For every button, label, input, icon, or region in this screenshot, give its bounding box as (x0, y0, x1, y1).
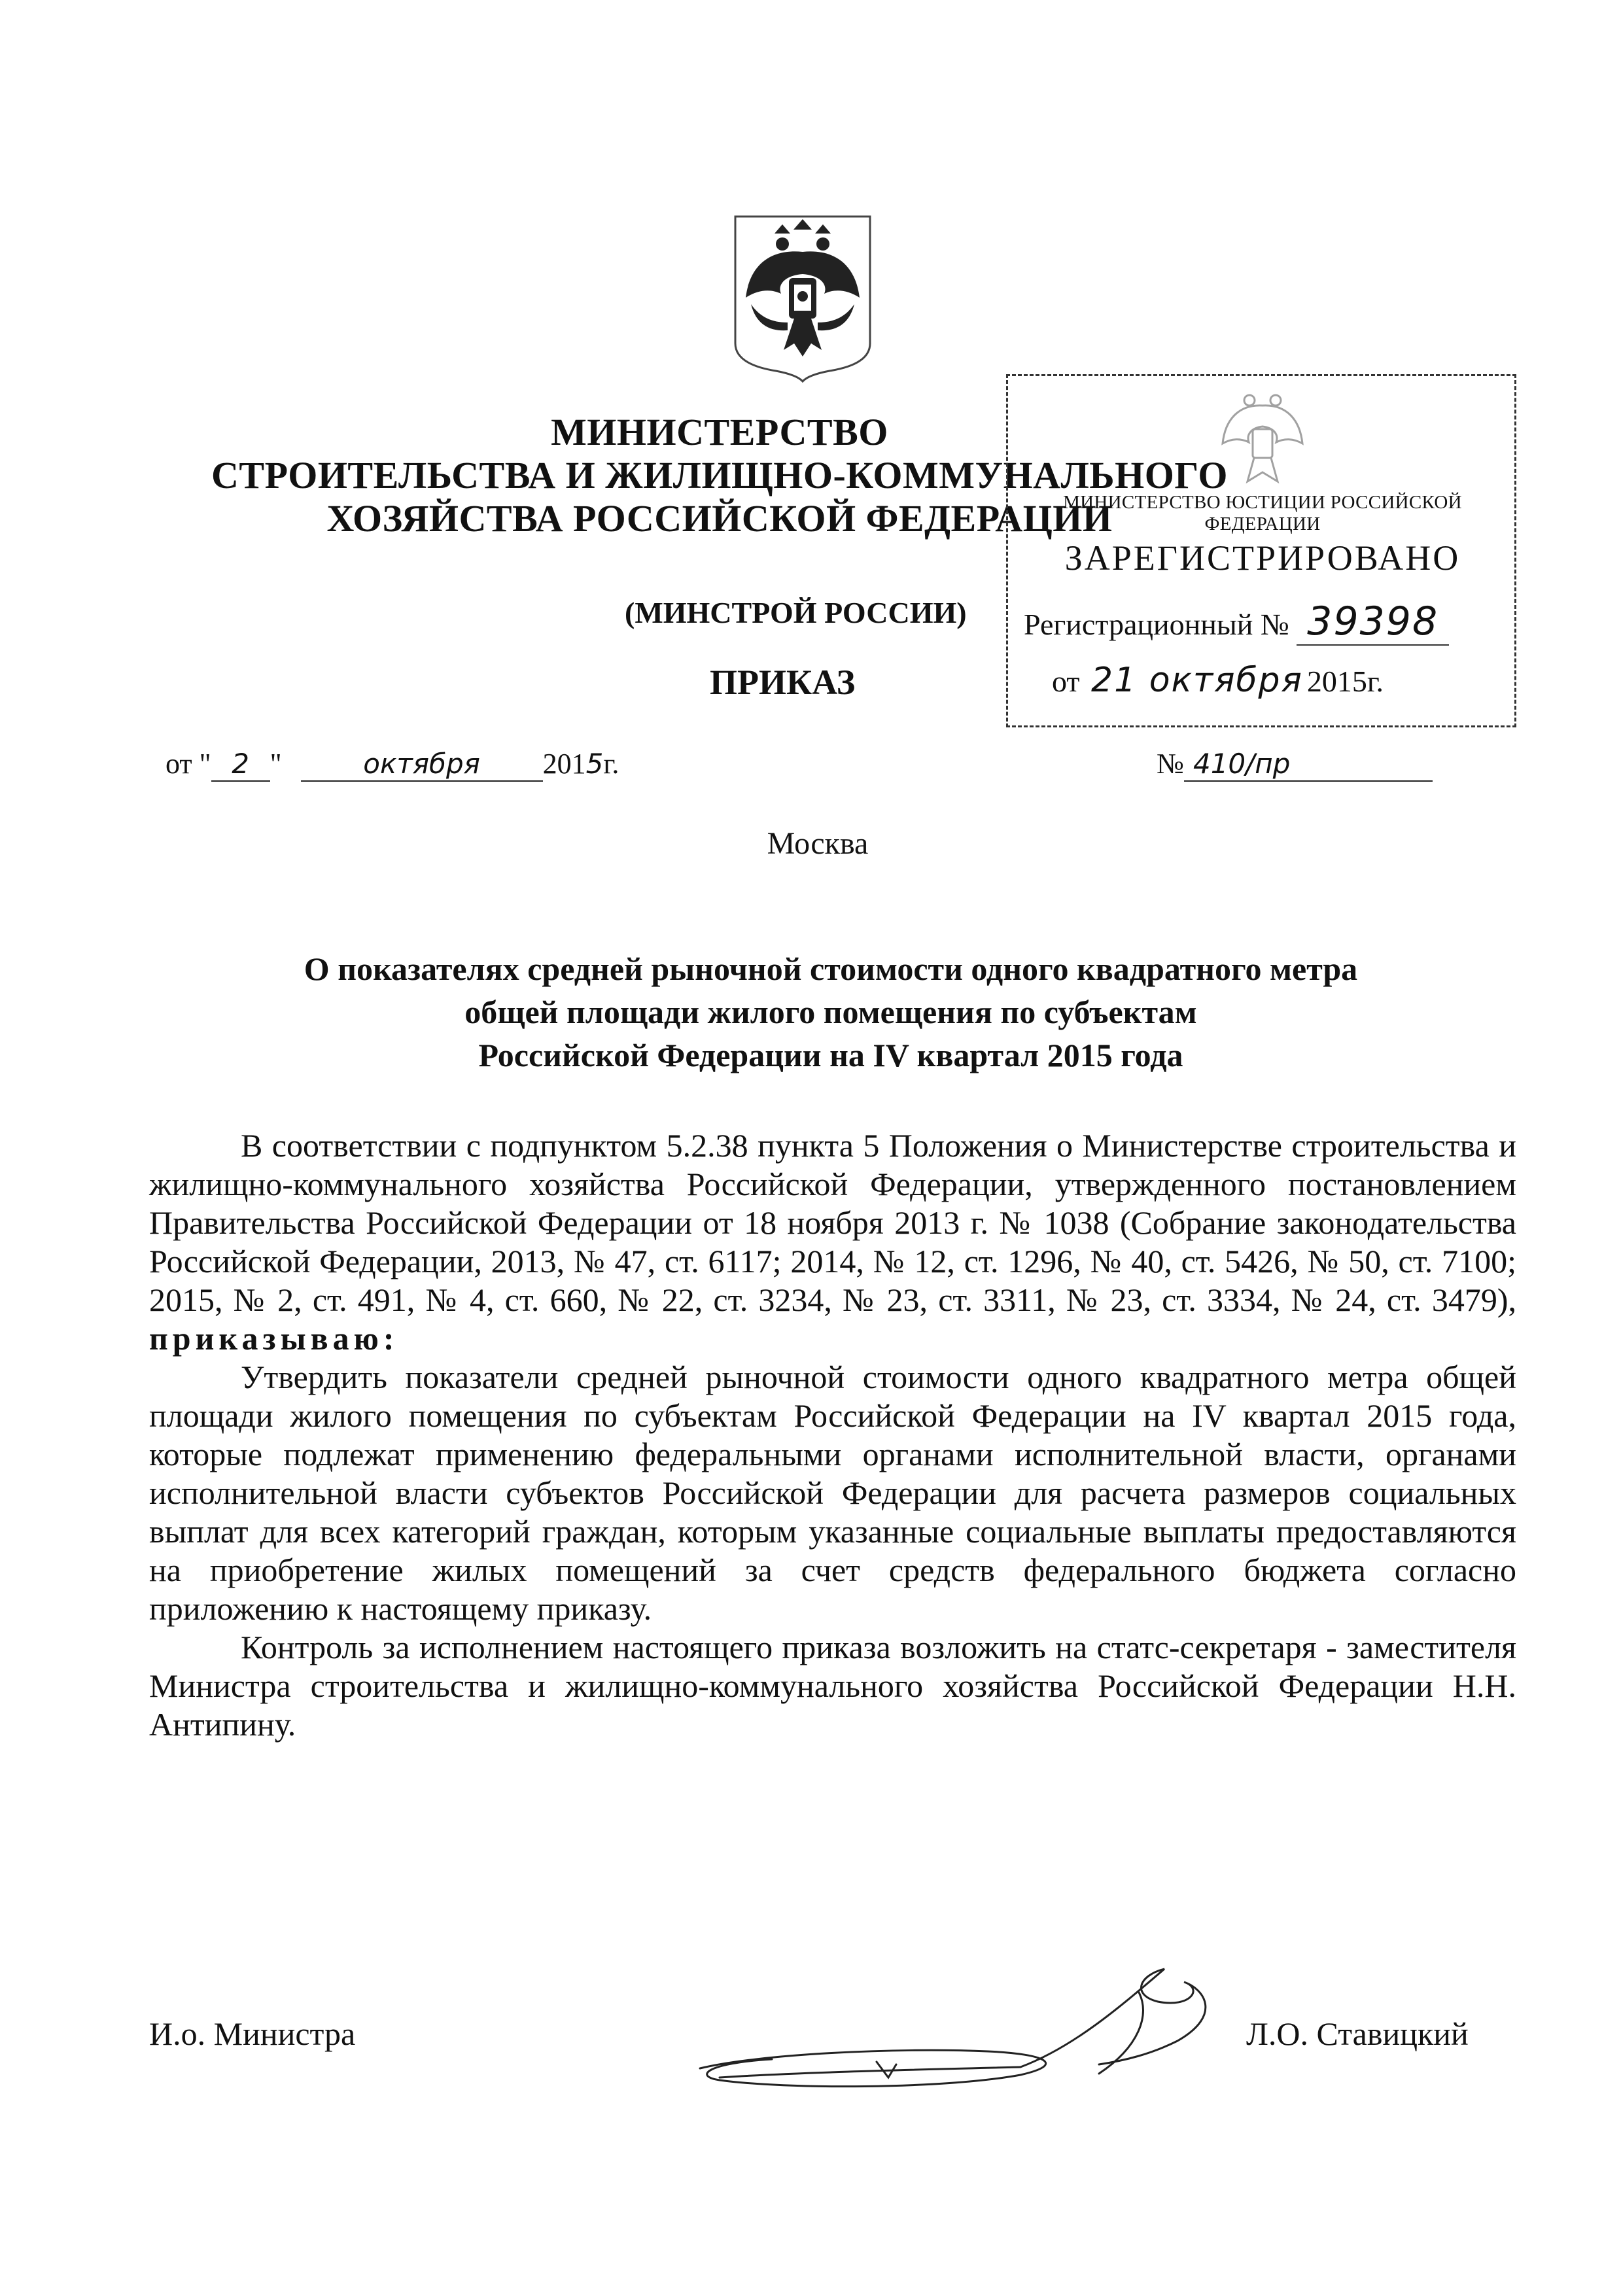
stamp-reg-number: 39398 (1297, 599, 1449, 646)
signatory-name: Л.О. Ставицкий (1246, 2015, 1469, 2052)
order-number-value: 410/пр (1193, 748, 1291, 780)
order-month: октября (363, 748, 480, 780)
ministry-line-1: МИНИСТЕРСТВО (551, 411, 888, 453)
handwritten-signature (680, 1949, 1243, 2106)
signatory-role: И.о. Министра (149, 2015, 356, 2052)
document-body (149, 1126, 1516, 1744)
stamp-registration-date (1052, 661, 1384, 700)
order-number-field (1184, 747, 1433, 782)
order-date-prefix: от " (166, 748, 211, 780)
order-number-label: № (1157, 748, 1184, 780)
document-title (150, 947, 1511, 1077)
stamp-reg-label: Регистрационный № (1024, 608, 1289, 641)
stamp-date-year: 2015 (1306, 665, 1367, 698)
stamp-organization: МИНИСТЕРСТВО ЮСТИЦИИ РОССИЙСКОЙ ФЕДЕРАЦИИ (1063, 492, 1462, 534)
document-type: ПРИКАЗ (710, 663, 856, 702)
ministry-line-2: СТРОИТЕЛЬСТВА И ЖИЛИЩНО-КОММУНАЛЬНОГО (211, 454, 1228, 496)
paragraph-2: Утвердить показатели средней рыночной стоимости одного квадратного метра общей площади жилого помещения по субъектам Российской Федерации на IV квартал 2015 года, которые подлежат применению федеральными органами исполнительной власти, органами исполнительной власти субъектов Российской Федерации для расчета размеров социальных выплат для всех категорий граждан, которым указанные социальные выплаты предоставляются на приобретение жилых помещений за счет средств федерального бюджета согласно приложению к настоящему приказу. (149, 1359, 1516, 1627)
order-day-field (211, 747, 270, 782)
title-line-1: О показателях средней рыночной стоимости одного квадратного метра (304, 950, 1358, 987)
stamp-registration-number (1024, 599, 1449, 644)
stamp-status: ЗАРЕГИСТРИРОВАНО (1064, 538, 1461, 578)
coat-of-arms-emblem (731, 213, 874, 384)
city: Москва (767, 826, 869, 861)
order-year-digit: 5 (585, 748, 604, 780)
stamp-date-prefix: от (1052, 665, 1080, 698)
order-date (166, 747, 619, 782)
stamp-emblem-icon (1213, 386, 1312, 491)
ministry-line-3: ХОЗЯЙСТВА РОССИЙСКОЙ ФЕДЕРАЦИИ (326, 497, 1113, 540)
order-date-quote: " (270, 748, 282, 780)
order-day: 2 (232, 748, 249, 780)
ministry-abbreviation: (МИНСТРОЙ РОССИИ) (625, 596, 967, 629)
title-line-2: общей площади жилого помещения по субъектам (464, 994, 1197, 1030)
stamp-date-suffix: г. (1367, 665, 1384, 698)
order-number (1157, 747, 1433, 782)
title-line-3: Российской Федерации на IV квартал 2015 года (478, 1037, 1183, 1073)
paragraph-1-text: В соответствии с подпунктом 5.2.38 пункта 5 Положения о Министерстве строительства и жилищно-коммунального хозяйства Российской Федерации, утвержденного постановлением Правительства Российской Федерации от 18 ноября 2013 г. № 1038 (Собрание законодательства Российской Федерации, 2013, № 47, ст. 6117; 2014, № 12, ст. 1296, № 40, ст. 5426, № 50, ст. 7100; 2015, № 2, ст. 491, № 4, ст. 660, № 22, ст. 3234, № 23, ст. 3311, № 23, ст. 3334, № 24, ст. 3479), (149, 1127, 1516, 1318)
order-month-field (301, 747, 543, 782)
stamp-date-value: 21 октября (1091, 661, 1303, 700)
paragraph-1 (149, 1126, 1516, 1358)
paragraph-3: Контроль за исполнением настоящего приказа возложить на статс-секретаря - заместителя Министра строительства и жилищно-коммунального хозяйства Российской Федерации Н.Н. Антипину. (149, 1629, 1516, 1743)
paragraph-1-emphasis: приказываю: (149, 1320, 399, 1357)
order-year-suffix: г. (603, 748, 619, 780)
order-year-prefix: 201 (542, 748, 586, 780)
